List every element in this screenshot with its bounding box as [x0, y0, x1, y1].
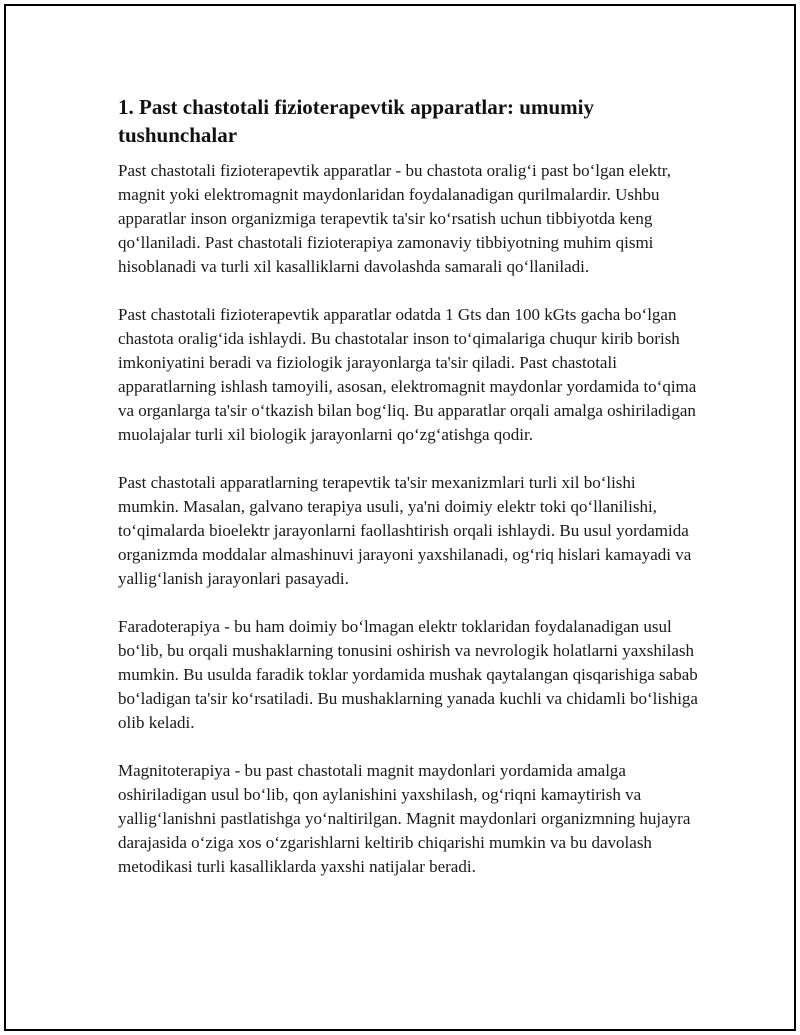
paragraph-mechanisms: Past chastotali apparatlarning terapevtik ta'sir mexanizmlari turli xil bo‘lishi mumkin. Masalan, galvano terapiya usuli, ya'ni doimiy elektr toki qo‘llanilishi, to‘qimalarda bioelektr jarayonlarni faollashtirish orqali ishlaydi. Bu usul yordamida organizmda moddalar almashinuvi jarayoni yaxshilanadi, og‘riq hislari kamayadi va yallig‘lanish jarayonlari pasayadi.	[118, 473, 692, 588]
paragraph-frequency-range: Past chastotali fizioterapevtik apparatlar odatda 1 Gts dan 100 kGts gacha bo‘lgan chastota oralig‘ida ishlaydi. Bu chastotalar inson to‘qimalariga chuqur kirib borish imkoniyatini beradi va fiziologik jarayonlarga ta'sir qiladi. Past chastotali apparatlarning ishlash tamoyili, asosan, elektromagnit maydonlar yordamida to‘qima va organlarga ta'sir o‘tkazish bilan bog‘liq. Bu apparatlar orqali amalga oshiriladigan muolajalar turli xil biologik jarayonlarni qo‘zg‘atishga qodir.	[118, 305, 697, 444]
section-heading: 1. Past chastotali fizioterapevtik apparatlar: umumiy tushunchalar	[118, 95, 594, 147]
paragraph-magnetotherapy: Magnitoterapiya - bu past chastotali magnit maydonlari yordamida amalga oshiriladigan usul bo‘lib, qon aylanishini yaxshilash, og‘riqni kamaytirish va yallig‘lanishni pastlatishga yo‘naltirilgan. Magnit maydonlari organizmning hujayra darajasida o‘ziga xos o‘zgarishlarni keltirib chiqarishi mumkin va bu davolash metodikasi turli kasalliklarda yaxshi natijalar beradi.	[118, 761, 691, 876]
paragraph-intro: Past chastotali fizioterapevtik apparatlar - bu chastota oralig‘i past bo‘lgan elektr, magnit yoki elektromagnit maydonlaridan foydalanadigan qurilmalardir. Ushbu apparatlar inson organizmiga terapevtik ta'sir ko‘rsatish uchun tibbiyotda keng qo‘llaniladi. Past chastotali fizioterapiya zamonaviy tibbiyotning muhim qismi hisoblanadi va turli xil kasalliklarni davolashda samarali qo‘llaniladi.	[118, 161, 672, 276]
paragraph-faradotherapy: Faradoterapiya - bu ham doimiy bo‘lmagan elektr toklaridan foydalanadigan usul bo‘lib, bu orqali mushaklarning tonusini oshirish va nevrologik holatlarni yaxshilash mumkin. Bu usulda faradik toklar yordamida mushak qaytalangan qisqarishiga sabab bo‘ladigan ta'sir ko‘rsatiladi. Bu mushaklarning yanada kuchli va chidamli bo‘lishiga olib keladi.	[118, 617, 698, 732]
document-body	[118, 93, 698, 903]
